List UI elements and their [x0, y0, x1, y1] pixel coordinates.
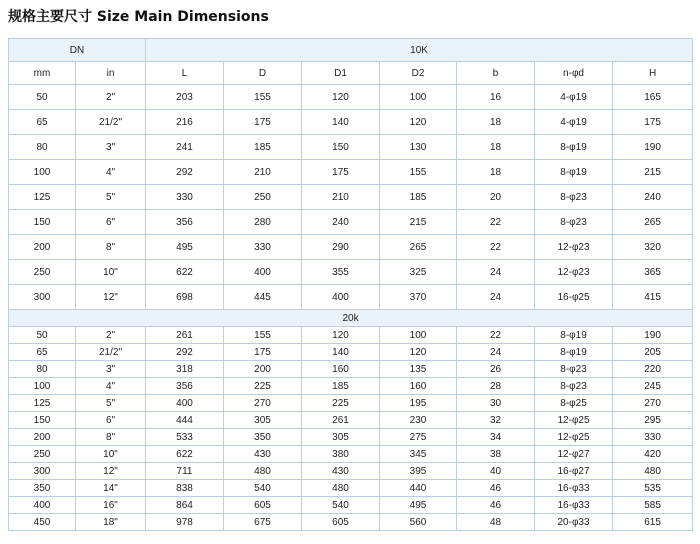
column-header: mm [9, 62, 76, 85]
table-row [9, 429, 693, 446]
table-cell: 240 [302, 210, 380, 235]
table-cell: 46 [457, 497, 535, 514]
table-cell: 350 [9, 480, 76, 497]
table-cell: 480 [224, 463, 302, 480]
table-cell: 175 [224, 110, 302, 135]
table-cell: 215 [380, 210, 457, 235]
table-cell: 34 [457, 429, 535, 446]
table-cell: 150 [302, 135, 380, 160]
table-row [9, 480, 693, 497]
table-cell: 430 [224, 446, 302, 463]
table-cell: 30 [457, 395, 535, 412]
table-cell: 8-φ23 [535, 185, 613, 210]
table-cell: 12-φ23 [535, 235, 613, 260]
table-cell: 32 [457, 412, 535, 429]
table-cell: 125 [9, 185, 76, 210]
table-cell: 292 [146, 160, 224, 185]
table-cell: 210 [302, 185, 380, 210]
table-cell: 864 [146, 497, 224, 514]
table-cell: 615 [613, 514, 693, 531]
table-cell: 2" [76, 327, 146, 344]
table-row [9, 497, 693, 514]
column-header: L [146, 62, 224, 85]
table-cell: 300 [9, 463, 76, 480]
table-cell: 155 [380, 160, 457, 185]
table-cell: 8-φ19 [535, 160, 613, 185]
table-cell: 200 [9, 429, 76, 446]
table-cell: 305 [224, 412, 302, 429]
table-cell: 350 [224, 429, 302, 446]
table-cell: 21/2" [76, 110, 146, 135]
table-cell: 135 [380, 361, 457, 378]
table-cell: 200 [9, 235, 76, 260]
table-cell: 80 [9, 135, 76, 160]
table-cell: 22 [457, 210, 535, 235]
table-cell: 280 [224, 210, 302, 235]
table-cell: 16-φ33 [535, 480, 613, 497]
table-row [9, 285, 693, 310]
table-cell: 120 [380, 110, 457, 135]
header-class-10k: 10K [146, 39, 693, 62]
table-cell: 80 [9, 361, 76, 378]
table-row [9, 361, 693, 378]
table-cell: 370 [380, 285, 457, 310]
table-cell: 305 [302, 429, 380, 446]
table-cell: 250 [9, 260, 76, 285]
table-cell: 265 [613, 210, 693, 235]
table-row [9, 446, 693, 463]
table-cell: 24 [457, 344, 535, 361]
table-cell: 100 [9, 378, 76, 395]
table-cell: 250 [9, 446, 76, 463]
table-cell: 203 [146, 85, 224, 110]
table-cell: 8" [76, 235, 146, 260]
table-row [9, 514, 693, 531]
table-cell: 40 [457, 463, 535, 480]
table-cell: 345 [380, 446, 457, 463]
table-cell: 225 [224, 378, 302, 395]
table-cell: 440 [380, 480, 457, 497]
table-cell: 12-φ25 [535, 429, 613, 446]
table-cell: 12-φ25 [535, 412, 613, 429]
table-cell: 400 [9, 497, 76, 514]
table-cell: 8-φ25 [535, 395, 613, 412]
table-cell: 8-φ23 [535, 361, 613, 378]
table-row [9, 135, 693, 160]
table-cell: 605 [302, 514, 380, 531]
table-cell: 3" [76, 135, 146, 160]
table-cell: 10" [76, 446, 146, 463]
table-cell: 205 [613, 344, 693, 361]
table-cell: 4" [76, 378, 146, 395]
table-cell: 175 [224, 344, 302, 361]
table-cell: 318 [146, 361, 224, 378]
table-cell: 100 [9, 160, 76, 185]
table-cell: 185 [302, 378, 380, 395]
table-cell: 12" [76, 285, 146, 310]
table-cell: 698 [146, 285, 224, 310]
column-header: D2 [380, 62, 457, 85]
table-cell: 20-φ33 [535, 514, 613, 531]
table-row [9, 185, 693, 210]
table-row [9, 378, 693, 395]
table-cell: 155 [224, 85, 302, 110]
table-cell: 622 [146, 446, 224, 463]
table-cell: 140 [302, 110, 380, 135]
table-cell: 18 [457, 110, 535, 135]
table-cell: 495 [146, 235, 224, 260]
table-cell: 605 [224, 497, 302, 514]
table-cell: 356 [146, 378, 224, 395]
table-row [9, 463, 693, 480]
table-cell: 22 [457, 327, 535, 344]
column-header: in [76, 62, 146, 85]
table-cell: 130 [380, 135, 457, 160]
table-cell: 320 [613, 235, 693, 260]
table-cell: 300 [9, 285, 76, 310]
table-cell: 24 [457, 260, 535, 285]
table-row [9, 235, 693, 260]
table-cell: 290 [302, 235, 380, 260]
table-cell: 16 [457, 85, 535, 110]
table-cell: 65 [9, 110, 76, 135]
section-header-row [9, 310, 693, 327]
table-cell: 2" [76, 85, 146, 110]
table-cell: 200 [224, 361, 302, 378]
header-group-row [9, 39, 693, 62]
column-header: n-φd [535, 62, 613, 85]
table-cell: 415 [613, 285, 693, 310]
table-body [9, 39, 693, 531]
table-cell: 220 [613, 361, 693, 378]
table-cell: 5" [76, 185, 146, 210]
table-cell: 3" [76, 361, 146, 378]
table-cell: 445 [224, 285, 302, 310]
table-cell: 265 [380, 235, 457, 260]
table-cell: 175 [302, 160, 380, 185]
table-cell: 190 [613, 327, 693, 344]
table-cell: 533 [146, 429, 224, 446]
table-cell: 444 [146, 412, 224, 429]
table-cell: 16-φ33 [535, 497, 613, 514]
table-cell: 330 [146, 185, 224, 210]
table-cell: 240 [613, 185, 693, 210]
table-cell: 16" [76, 497, 146, 514]
table-cell: 261 [146, 327, 224, 344]
table-row [9, 395, 693, 412]
table-cell: 4" [76, 160, 146, 185]
table-cell: 190 [613, 135, 693, 160]
table-cell: 275 [380, 429, 457, 446]
table-cell: 195 [380, 395, 457, 412]
table-cell: 20 [457, 185, 535, 210]
table-cell: 150 [9, 210, 76, 235]
table-cell: 6" [76, 412, 146, 429]
table-row [9, 327, 693, 344]
header-columns-row [9, 62, 693, 85]
table-cell: 450 [9, 514, 76, 531]
table-cell: 540 [224, 480, 302, 497]
table-cell: 560 [380, 514, 457, 531]
table-cell: 22 [457, 235, 535, 260]
table-cell: 978 [146, 514, 224, 531]
table-cell: 16-φ27 [535, 463, 613, 480]
table-cell: 8-φ19 [535, 344, 613, 361]
table-cell: 6" [76, 210, 146, 235]
section-label-20k: 20k [9, 310, 693, 327]
table-cell: 4-φ19 [535, 85, 613, 110]
table-cell: 210 [224, 160, 302, 185]
column-header: D [224, 62, 302, 85]
table-cell: 185 [380, 185, 457, 210]
table-cell: 270 [224, 395, 302, 412]
column-header: D1 [302, 62, 380, 85]
table-row [9, 85, 693, 110]
table-row [9, 210, 693, 235]
table-cell: 215 [613, 160, 693, 185]
table-cell: 8" [76, 429, 146, 446]
table-cell: 8-φ19 [535, 135, 613, 160]
table-cell: 50 [9, 85, 76, 110]
table-cell: 395 [380, 463, 457, 480]
table-cell: 250 [224, 185, 302, 210]
table-cell: 420 [613, 446, 693, 463]
table-cell: 585 [613, 497, 693, 514]
table-cell: 65 [9, 344, 76, 361]
table-cell: 355 [302, 260, 380, 285]
table-cell: 140 [302, 344, 380, 361]
table-cell: 21/2" [76, 344, 146, 361]
table-cell: 48 [457, 514, 535, 531]
table-cell: 38 [457, 446, 535, 463]
table-cell: 18 [457, 160, 535, 185]
table-cell: 400 [302, 285, 380, 310]
table-row [9, 110, 693, 135]
table-cell: 24 [457, 285, 535, 310]
table-cell: 165 [613, 85, 693, 110]
table-cell: 245 [613, 378, 693, 395]
table-cell: 50 [9, 327, 76, 344]
column-header: H [613, 62, 693, 85]
table-cell: 46 [457, 480, 535, 497]
table-cell: 480 [613, 463, 693, 480]
table-cell: 100 [380, 85, 457, 110]
table-cell: 185 [224, 135, 302, 160]
table-cell: 120 [380, 344, 457, 361]
table-cell: 8-φ23 [535, 378, 613, 395]
table-cell: 838 [146, 480, 224, 497]
table-cell: 325 [380, 260, 457, 285]
table-cell: 5" [76, 395, 146, 412]
table-cell: 8-φ23 [535, 210, 613, 235]
table-cell: 430 [302, 463, 380, 480]
table-cell: 711 [146, 463, 224, 480]
table-cell: 12" [76, 463, 146, 480]
table-cell: 622 [146, 260, 224, 285]
table-cell: 125 [9, 395, 76, 412]
column-header: b [457, 62, 535, 85]
header-dn: DN [9, 39, 146, 62]
table-cell: 261 [302, 412, 380, 429]
table-cell: 330 [613, 429, 693, 446]
table-cell: 160 [380, 378, 457, 395]
table-cell: 18" [76, 514, 146, 531]
table-cell: 365 [613, 260, 693, 285]
table-cell: 12-φ27 [535, 446, 613, 463]
table-row [9, 260, 693, 285]
table-cell: 225 [302, 395, 380, 412]
table-cell: 380 [302, 446, 380, 463]
table-row [9, 160, 693, 185]
table-cell: 12-φ23 [535, 260, 613, 285]
table-cell: 495 [380, 497, 457, 514]
table-cell: 400 [146, 395, 224, 412]
table-cell: 120 [302, 327, 380, 344]
table-cell: 295 [613, 412, 693, 429]
table-cell: 16-φ25 [535, 285, 613, 310]
table-cell: 10" [76, 260, 146, 285]
table-cell: 330 [224, 235, 302, 260]
table-cell: 270 [613, 395, 693, 412]
table-cell: 675 [224, 514, 302, 531]
table-cell: 26 [457, 361, 535, 378]
table-cell: 540 [302, 497, 380, 514]
table-cell: 4-φ19 [535, 110, 613, 135]
table-cell: 28 [457, 378, 535, 395]
table-cell: 535 [613, 480, 693, 497]
table-cell: 8-φ19 [535, 327, 613, 344]
table-cell: 230 [380, 412, 457, 429]
table-cell: 160 [302, 361, 380, 378]
table-cell: 241 [146, 135, 224, 160]
table-cell: 14" [76, 480, 146, 497]
table-cell: 150 [9, 412, 76, 429]
table-cell: 155 [224, 327, 302, 344]
table-cell: 292 [146, 344, 224, 361]
page-title: 规格主要尺寸 Size Main Dimensions [8, 9, 269, 25]
table-cell: 120 [302, 85, 380, 110]
table-cell: 175 [613, 110, 693, 135]
table-cell: 18 [457, 135, 535, 160]
table-cell: 356 [146, 210, 224, 235]
table-row [9, 344, 693, 361]
dimensions-table [8, 38, 693, 531]
table-cell: 480 [302, 480, 380, 497]
table-row [9, 412, 693, 429]
table-cell: 100 [380, 327, 457, 344]
table-cell: 216 [146, 110, 224, 135]
table-cell: 400 [224, 260, 302, 285]
